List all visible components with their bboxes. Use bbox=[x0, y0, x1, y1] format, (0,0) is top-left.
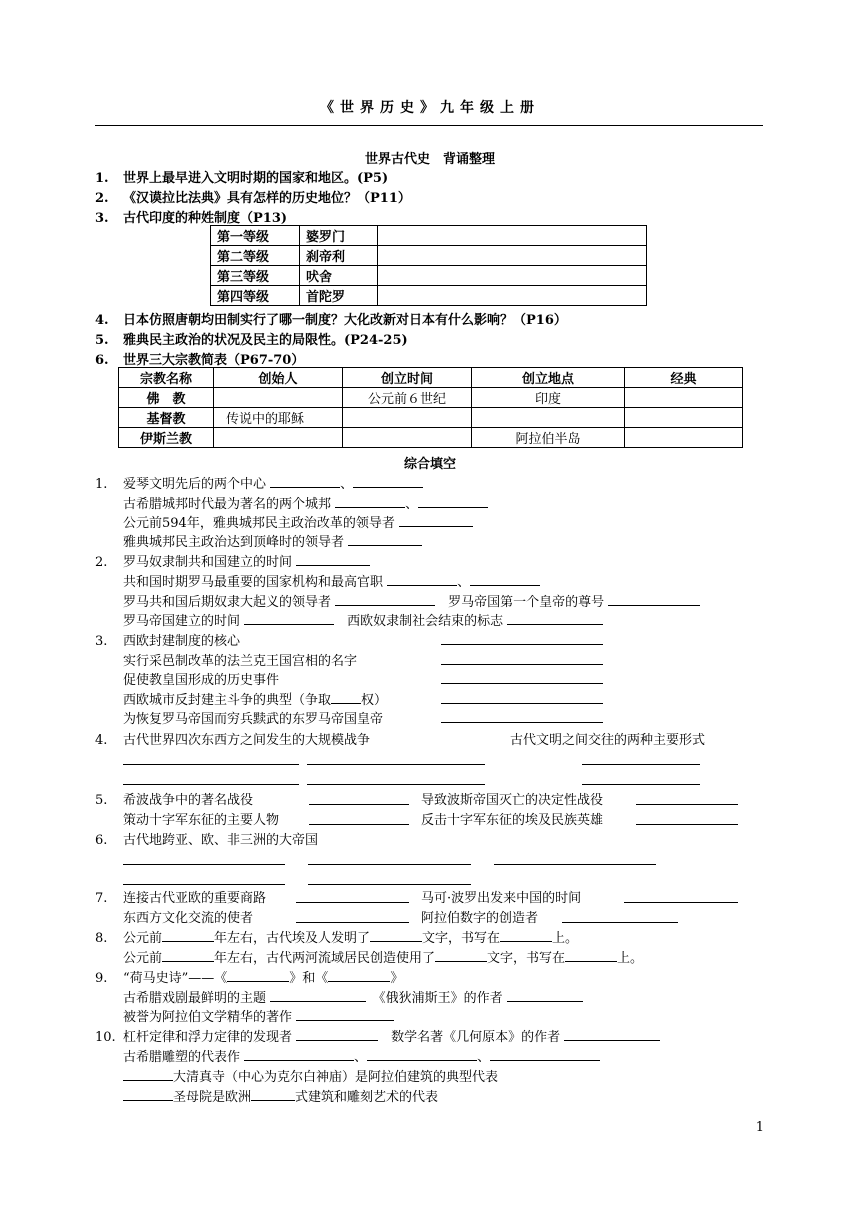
question-6: 6. 世界三大宗教简表（P67-70） bbox=[95, 353, 305, 368]
blank[interactable] bbox=[500, 929, 552, 942]
table-row: 伊斯兰教 阿拉伯半岛 bbox=[119, 428, 743, 448]
blank[interactable] bbox=[636, 812, 738, 825]
question-1: 1. 世界上最早进入文明时期的国家和地区。(P5) bbox=[95, 171, 389, 186]
blank[interactable] bbox=[123, 772, 299, 785]
fill-item-1b: 古希腊城邦时代最为著名的两个城邦 、 bbox=[123, 493, 488, 512]
table-row: 佛 教 公元前６世纪 印度 bbox=[119, 388, 743, 408]
fill-item-10d: 圣母院是欧洲 式建筑和雕刻艺术的代表 bbox=[123, 1086, 438, 1105]
blank[interactable] bbox=[370, 929, 422, 942]
fill-item-1: 1. 爱琴文明先后的两个中心 、 bbox=[95, 473, 423, 492]
fill-item-3c: 促使教皇国形成的历史事件 bbox=[123, 673, 280, 688]
blank[interactable] bbox=[335, 495, 405, 508]
blank[interactable] bbox=[123, 1088, 173, 1101]
fill-item-6: 6. 古代地跨亚、欧、非三洲的大帝国 bbox=[95, 833, 319, 848]
blank[interactable] bbox=[441, 710, 603, 723]
blank[interactable] bbox=[244, 612, 334, 625]
blank[interactable] bbox=[162, 929, 214, 942]
blank[interactable] bbox=[244, 1048, 354, 1061]
blank[interactable] bbox=[418, 495, 488, 508]
table-row: 基督教 传说中的耶稣 bbox=[119, 408, 743, 428]
blank[interactable] bbox=[435, 949, 487, 962]
blank[interactable] bbox=[309, 812, 409, 825]
blank[interactable] bbox=[441, 671, 603, 684]
blank[interactable] bbox=[624, 890, 738, 903]
blank[interactable] bbox=[507, 989, 583, 1002]
fill-item-10c: 大清真寺（中心为克尔白神庙）是阿拉伯建筑的典型代表 bbox=[123, 1066, 498, 1085]
fill-item-5: 5. 希波战争中的著名战役 bbox=[95, 793, 254, 808]
blank[interactable] bbox=[335, 593, 435, 606]
blank[interactable] bbox=[441, 691, 603, 704]
blank[interactable] bbox=[296, 553, 370, 566]
blank[interactable] bbox=[123, 1068, 173, 1081]
fill-item-4b: 古代文明之间交往的两种主要形式 bbox=[510, 733, 706, 748]
blank[interactable] bbox=[308, 852, 471, 865]
blank[interactable] bbox=[227, 969, 289, 982]
table-row: 第一等级 婆罗门 bbox=[211, 226, 647, 246]
fill-item-9: 9. “荷马史诗”——《 》和《 》 bbox=[95, 971, 404, 986]
religion-table bbox=[118, 367, 743, 448]
blank[interactable] bbox=[328, 969, 390, 982]
blank[interactable] bbox=[307, 772, 485, 785]
fill-item-9b: 古希腊戏剧最鲜明的主题 《俄狄浦斯王》的作者 bbox=[123, 987, 583, 1006]
blank[interactable] bbox=[296, 1028, 378, 1041]
fill-item-1c: 公元前594年，雅典城邦民主政治改革的领导者 bbox=[123, 512, 473, 531]
section-title-fill-in: 综合填空 bbox=[403, 457, 456, 472]
fill-item-3: 3. 西欧封建制度的核心 bbox=[95, 634, 241, 649]
blank[interactable] bbox=[562, 910, 678, 923]
blank[interactable] bbox=[331, 691, 361, 704]
blank[interactable] bbox=[608, 593, 700, 606]
blank[interactable] bbox=[123, 752, 299, 765]
table-row: 第三等级 吠舍 bbox=[211, 266, 647, 286]
blank[interactable] bbox=[123, 872, 285, 885]
question-5: 5. 雅典民主政治的状况及民主的局限性。(P24-25) bbox=[95, 333, 408, 348]
fill-item-3b: 实行采邑制改革的法兰克王国宫相的名字 bbox=[123, 654, 358, 669]
fill-item-1d: 雅典城邦民主政治达到顶峰时的领导者 bbox=[123, 531, 422, 550]
document-title: 《世界历史》九年级上册 bbox=[320, 100, 540, 116]
fill-item-3e: 为恢复罗马帝国而穷兵黩武的东罗马帝国皇帝 bbox=[123, 712, 384, 727]
blank[interactable] bbox=[387, 573, 457, 586]
fill-item-8b: 公元前 年左右，古代两河流域居民创造使用了 文字，书写在 上。 bbox=[123, 951, 644, 966]
fill-item-2d: 罗马帝国建立的时间 西欧奴隶制社会结束的标志 bbox=[123, 610, 603, 629]
blank[interactable] bbox=[441, 652, 603, 665]
blank[interactable] bbox=[353, 475, 423, 488]
blank[interactable] bbox=[307, 752, 485, 765]
blank[interactable] bbox=[308, 872, 471, 885]
fill-item-5b: 策动十字军东征的主要人物 bbox=[123, 813, 280, 828]
blank[interactable] bbox=[441, 632, 603, 645]
blank[interactable] bbox=[582, 772, 700, 785]
blank[interactable] bbox=[296, 1008, 394, 1021]
question-3: 3. 古代印度的种姓制度（P13) bbox=[95, 211, 288, 226]
section-title-recitation: 世界古代史 背诵整理 bbox=[364, 152, 495, 167]
blank[interactable] bbox=[348, 533, 422, 546]
fill-item-2: 2. 罗马奴隶制共和国建立的时间 bbox=[95, 551, 370, 570]
table-header-row: 宗教名称 创始人 创立时间 创立地点 经典 bbox=[119, 368, 743, 388]
blank[interactable] bbox=[296, 890, 409, 903]
blank[interactable] bbox=[162, 949, 214, 962]
blank[interactable] bbox=[565, 949, 617, 962]
blank[interactable] bbox=[251, 1088, 295, 1101]
question-2: 2. 《汉谟拉比法典》具有怎样的历史地位？（P11） bbox=[95, 191, 411, 206]
fill-item-4: 4. 古代世界四次东西方之间发生的大规模战争 bbox=[95, 733, 371, 748]
fill-item-9c: 被誉为阿拉伯文学精华的著作 bbox=[123, 1006, 394, 1025]
blank[interactable] bbox=[399, 514, 473, 527]
blank[interactable] bbox=[367, 1048, 477, 1061]
blank[interactable] bbox=[270, 475, 340, 488]
fill-item-3d: 西欧城市反封建主斗争的典型（争取 权） bbox=[123, 693, 388, 708]
blank[interactable] bbox=[636, 792, 738, 805]
blank[interactable] bbox=[490, 1048, 600, 1061]
blank[interactable] bbox=[507, 612, 603, 625]
fill-item-2c: 罗马共和国后期奴隶大起义的领导者 罗马帝国第一个皇帝的尊号 bbox=[123, 591, 700, 610]
blank[interactable] bbox=[564, 1028, 660, 1041]
blank[interactable] bbox=[582, 752, 700, 765]
page-number: 1 bbox=[755, 1120, 764, 1135]
blank[interactable] bbox=[270, 989, 366, 1002]
blank[interactable] bbox=[494, 852, 656, 865]
table-row: 第二等级 刹帝利 bbox=[211, 246, 647, 266]
blank[interactable] bbox=[470, 573, 540, 586]
fill-item-7: 7. 连接古代亚欧的重要商路 bbox=[95, 891, 267, 906]
caste-table bbox=[210, 225, 647, 306]
fill-item-8: 8. 公元前 年左右，古代埃及人发明了 文字，书写在 上。 bbox=[95, 931, 579, 946]
question-4: 4. 日本仿照唐朝均田制实行了哪一制度？大化改新对日本有什么影响？（P16） bbox=[95, 313, 567, 328]
blank[interactable] bbox=[309, 792, 409, 805]
fill-item-7b: 东西方文化交流的使者 bbox=[123, 911, 254, 926]
table-row: 第四等级 首陀罗 bbox=[211, 286, 647, 306]
title-divider bbox=[95, 125, 763, 126]
fill-item-2b: 共和国时期罗马最重要的国家机构和最高官职 、 bbox=[123, 571, 540, 590]
fill-item-10b: 古希腊雕塑的代表作 、 、 bbox=[123, 1046, 600, 1065]
blank[interactable] bbox=[296, 910, 409, 923]
blank[interactable] bbox=[123, 852, 285, 865]
fill-item-10: 10. 杠杆定律和浮力定律的发现者 数学名著《几何原本》的作者 bbox=[95, 1026, 660, 1045]
